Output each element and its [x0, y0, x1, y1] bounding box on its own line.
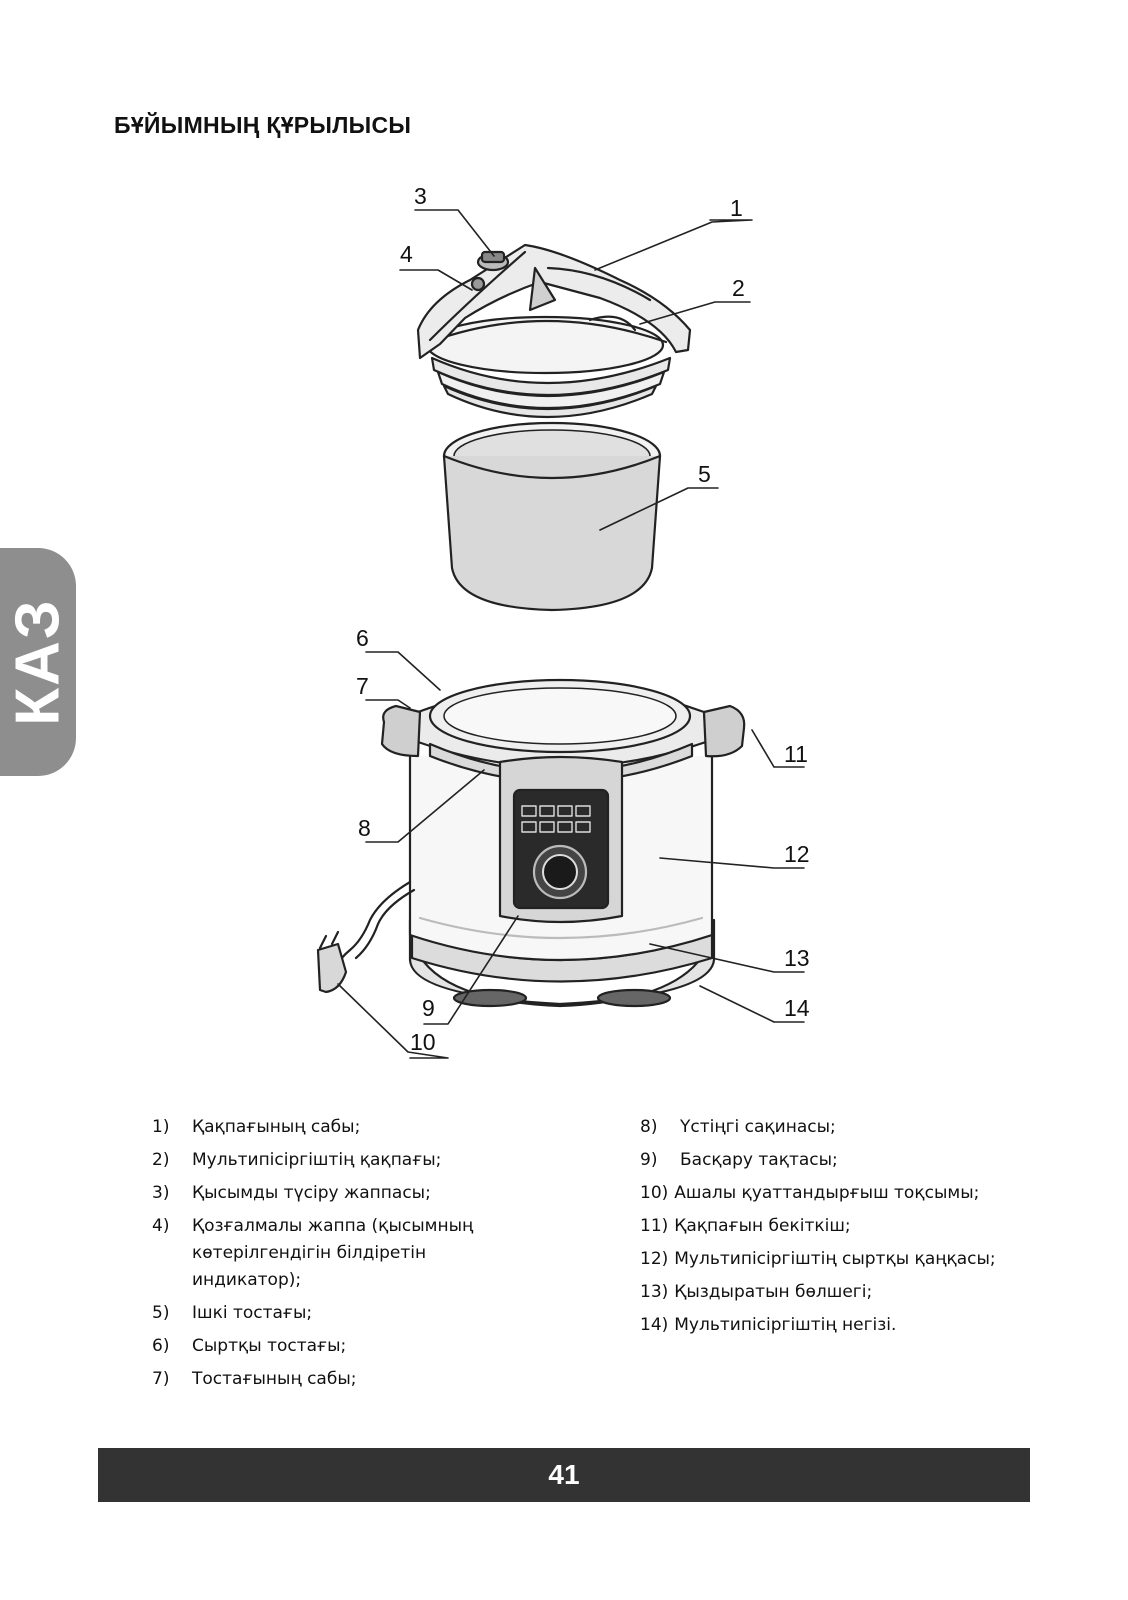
- parts-list-left: [152, 1114, 542, 1399]
- callout-12: 12: [784, 841, 810, 867]
- callout-3: 3: [414, 183, 427, 209]
- list-item: 9) Басқару тақтасы;: [640, 1150, 838, 1170]
- callout-5: 5: [698, 461, 711, 487]
- list-item: 10) Ашалы қуаттандырғыш тоқсымы;: [640, 1183, 980, 1203]
- callout-9: 9: [422, 995, 435, 1021]
- callout-4: 4: [400, 241, 413, 267]
- lid-illustration: [418, 245, 690, 417]
- callout-10: 10: [410, 1029, 436, 1055]
- list-item: 8) Үстіңгі сақинасы;: [640, 1117, 836, 1137]
- list-item: 3) Қысымды түсіру жаппасы;: [152, 1183, 431, 1203]
- list-item: 12) Мультипісіргіштің сыртқы қаңқасы;: [640, 1249, 996, 1269]
- callout-2: 2: [732, 275, 745, 301]
- parts-list-right: [640, 1114, 1060, 1345]
- page-title: БҰЙЫМНЫҢ ҚҰРЫЛЫСЫ: [114, 112, 412, 138]
- callout-6: 6: [356, 625, 369, 651]
- page-footer: [98, 1448, 1030, 1502]
- list-item: 4) Қозғалмалы жаппа (қысымның көтерілгендігін білдіретін индикатор);: [152, 1216, 474, 1290]
- list-item: 5) Ішкі тостағы;: [152, 1303, 313, 1323]
- callout-13: 13: [784, 945, 810, 971]
- language-tab-label: КАЗ: [3, 598, 73, 726]
- list-item: 13) Қыздыратын бөлшегі;: [640, 1282, 873, 1302]
- list-item: 14) Мультипісіргіштің негізі.: [640, 1315, 897, 1335]
- callout-14: 14: [784, 995, 810, 1021]
- list-item: 1) Қақпағының сабы;: [152, 1117, 361, 1137]
- callout-7: 7: [356, 673, 369, 699]
- list-item: 6) Сыртқы тостағы;: [152, 1336, 347, 1356]
- callout-8: 8: [358, 815, 371, 841]
- list-item: 2) Мультипісіргіштің қақпағы;: [152, 1150, 442, 1170]
- list-item: 7) Тостағының сабы;: [152, 1369, 357, 1389]
- callout-1: 1: [730, 195, 743, 221]
- body-illustration: [318, 680, 744, 1006]
- list-item: 11) Қақпағын бекіткіш;: [640, 1216, 851, 1236]
- callout-11: 11: [784, 741, 808, 767]
- page-number: 41: [548, 1459, 580, 1490]
